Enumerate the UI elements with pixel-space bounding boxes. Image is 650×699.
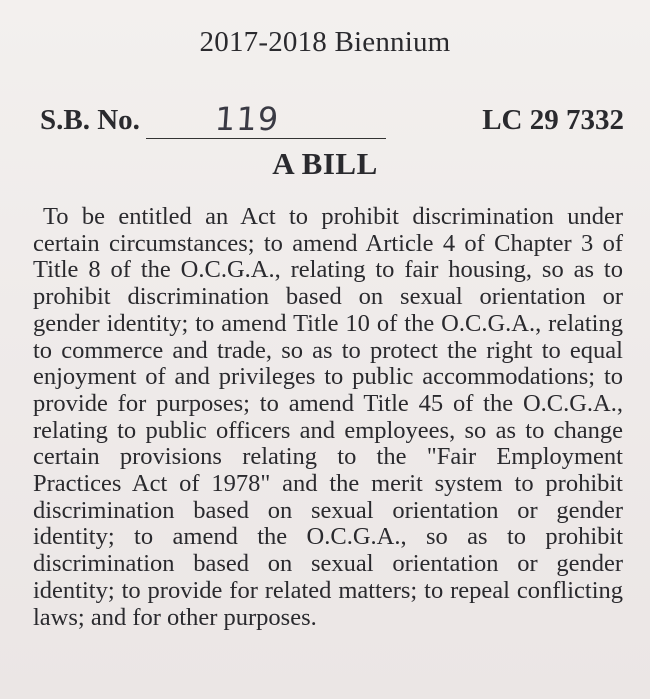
sb-number-underline [146,138,386,139]
bill-caption-text: To be entitled an Act to prohibit discrimination under certain circumstances; to amend Article 4 of Chapter 3 of Title 8 of the O.C.G.A., relating to fair housing, so as to prohibit discrimination based on sexual orientation or gender identity; to amend Title 10 of the O.C.G.A., relating to commerce and trade, so as to protect the right to equal enjoyment of and privileges to public accommodations; to provide for purposes; to amend Title 45 of the O.C.G.A., relating to public officers and employees, so as to change certain provisions relating to the "Fair Employment Practices Act of 1978" and the merit system to prohibit discrimination based on sexual orientation or gender identity; to amend the O.C.G.A., so as to prohibit discrimination based on sexual orientation or gender identity; to provide for related matters; to repeal conflicting laws; and for other purposes. [33,203,623,631]
sb-label: S.B. No. [40,104,140,136]
lc-number: LC 29 7332 [482,104,624,136]
bill-heading: A BILL [272,146,378,181]
biennium-title: 2017-2018 Biennium [199,26,451,58]
bill-number-row [40,98,624,148]
sb-number-handwritten: 119 [213,100,281,138]
